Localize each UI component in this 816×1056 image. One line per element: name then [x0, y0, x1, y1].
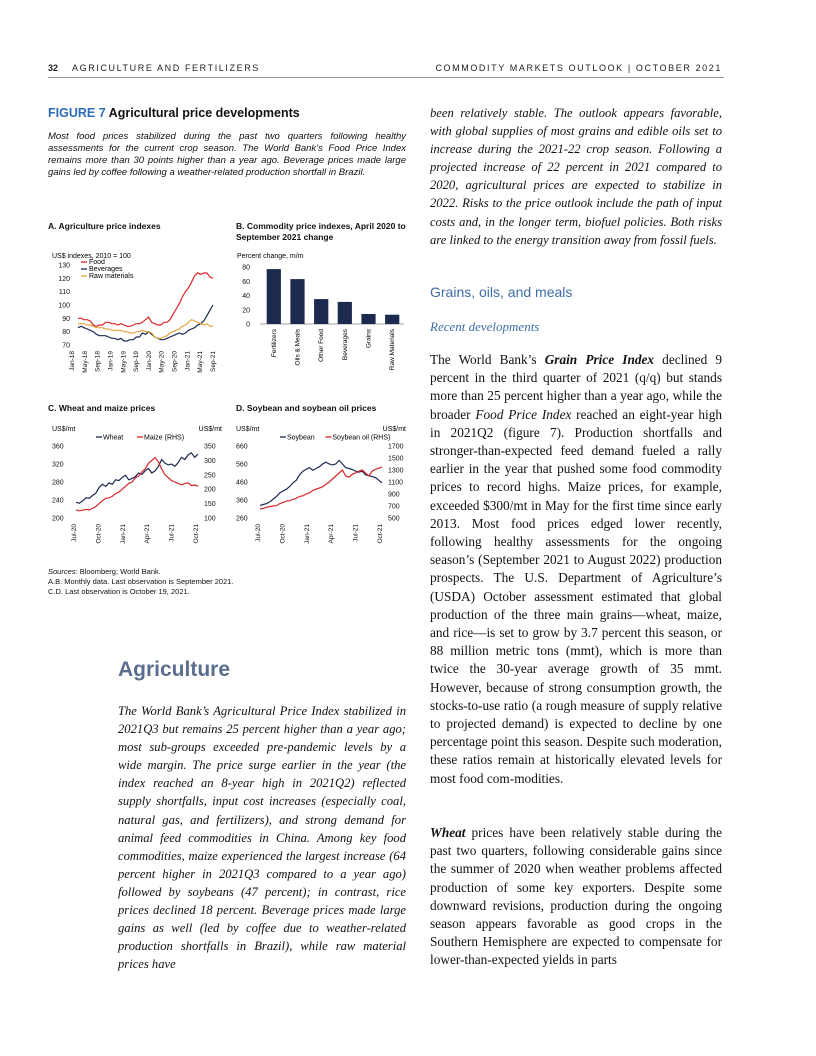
chart-d-y-tick-left: 360	[236, 497, 248, 505]
chart-b-x-tick: Other Food	[318, 329, 326, 362]
chart-b-bar	[338, 302, 352, 324]
chart-b-commodity-price-change	[232, 248, 412, 378]
chart-a-x-tick: Jan-20	[145, 351, 153, 371]
sources-label: Sources:	[48, 567, 78, 576]
chart-c-series-line	[76, 453, 198, 503]
section-heading-agriculture: Agriculture	[118, 658, 231, 681]
chart-a-x-tick: Jan-18	[69, 351, 76, 371]
running-header-right: COMMODITY MARKETS OUTLOOK | OCTOBER 2021	[435, 63, 722, 73]
chart-c-y-tick-right: 200	[204, 486, 216, 494]
chart-d-y-label-left: US$/mt	[236, 426, 260, 433]
chart-d-x-tick: Oct-21	[377, 524, 384, 544]
page-number: 32	[48, 63, 59, 73]
chart-d-y-tick-right: 500	[388, 515, 400, 523]
sources-text: Bloomberg; World Bank.	[77, 567, 161, 576]
chart-c-y-tick-left: 240	[52, 497, 64, 505]
chart-d-x-tick: Apr-21	[328, 524, 336, 544]
chart-d-y-label-right: US$/mt	[382, 426, 406, 433]
chart-c-y-tick-left: 280	[52, 479, 64, 487]
chart-c-y-tick-right: 150	[204, 501, 216, 509]
p1-mid: declined 9 percent in the third quarter of 2021 (q/q) but stands more than 25 percent higher than a year ago, while the broader	[430, 352, 723, 422]
chart-a-y-tick: 90	[62, 315, 70, 323]
chart-d-legend-label: Soybean	[287, 434, 315, 442]
chart-a-x-tick: Jan-21	[184, 351, 192, 371]
chart-d-x-tick: Jul-20	[255, 524, 262, 542]
section-name: AGRICULTURE AND FERTILIZERS	[72, 63, 260, 73]
chart-c-x-tick: Oct-20	[95, 524, 103, 544]
chart-a-y-tick: 110	[58, 289, 70, 297]
chart-a-y-tick: 120	[58, 275, 70, 283]
chart-b-bar	[267, 269, 281, 324]
chart-a-y-tick: 80	[62, 329, 70, 337]
paragraph-wheat	[430, 824, 722, 970]
chart-c-x-tick: Oct-21	[193, 524, 200, 544]
chart-b-bar	[385, 315, 399, 324]
chart-b-x-tick: Beverages	[341, 329, 349, 361]
chart-c-x-tick: Apr-21	[144, 524, 152, 544]
chart-a-x-tick: May-19	[120, 351, 128, 373]
chart-a-y-tick: 130	[58, 262, 70, 270]
note-cd: C.D. Last observation is October 19, 2021.	[48, 587, 190, 596]
chart-d-soybean-oil	[232, 424, 412, 559]
chart-b-x-tick: Fertilizers	[270, 329, 278, 358]
note-ab: A.B. Monthly data. Last observation is September 2021.	[48, 577, 234, 586]
figure-title	[48, 106, 300, 120]
figure-subtitle: Most food prices stabilized during the past two quarters following healthy assessments for the current crop season. The World Bank’s Food Price Index remains more than 30 points higher than a year ago. Beverage prices made large gains led by coffee following a weather-related production shortfall in Brazil.	[48, 131, 406, 178]
paragraph-grain-price-index	[430, 351, 722, 788]
p1-start: The World Bank’s	[430, 352, 545, 367]
chart-a-y-label: US$ indexes, 2010 = 100	[52, 253, 131, 260]
chart-a-series-line	[78, 273, 213, 326]
chart-a-series-line	[78, 305, 213, 341]
chart-d-legend-label: Soybean oil (RHS)	[332, 434, 391, 442]
chart-b-y-tick: 80	[242, 264, 250, 272]
chart-c-y-tick-left: 320	[52, 461, 64, 469]
chart-d-y-tick-right: 1500	[388, 455, 404, 463]
p1-italic: Food Price Index	[475, 406, 572, 422]
chart-c-y-tick-right: 100	[204, 515, 216, 523]
chart-c-y-tick-right: 350	[204, 443, 216, 451]
chart-c-y-tick-left: 360	[52, 443, 64, 451]
agriculture-lead-paragraph: The World Bank’s Agricultural Price Index stabilized in 2021Q3 but remains 25 percent higher than a year ago; most sub-groups exceeded pre-pandemic levels by a wide margin. The price surge earlier in the year (the index reached an 8-year high in 2021Q2) reflected supply shortfalls, input cost increases (especially coal, natural gas, and fertilizers), and strong demand for animal feed commodities in China. Among key food commodities, maize experienced the largest increase (64 percent higher in 2021Q3 compared to a year ago) followed by soybeans (47 percent); in contrast, rice prices declined 18 percent. Beverage prices made large gains as well (led by coffee due to weather-related production shortfalls in Brazil), while raw material prices have	[118, 704, 406, 972]
chart-d-y-tick-left: 660	[236, 443, 248, 451]
chart-a-x-tick: May-20	[158, 351, 166, 373]
chart-a-x-tick: May-18	[81, 351, 89, 373]
chart-c-y-label-left: US$/mt	[52, 426, 76, 433]
figure-label: FIGURE 7	[48, 106, 106, 120]
chart-a-legend-label: Food	[89, 259, 105, 266]
chart-d-y-tick-right: 900	[388, 491, 400, 499]
chart-d-y-tick-left: 560	[236, 461, 248, 469]
chart-c-legend-label: Wheat	[103, 434, 124, 442]
chart-c-x-tick: Jul-20	[71, 524, 78, 542]
chart-b-x-tick: Grains	[365, 329, 373, 349]
chart-a-x-tick: Sep-20	[171, 351, 179, 372]
chart-a-legend-label: Beverages	[89, 266, 123, 273]
chart-d-y-tick-left: 460	[236, 479, 248, 487]
chart-c-x-tick: Jul-21	[168, 524, 176, 542]
chart-d-x-tick: Jul-21	[352, 524, 360, 542]
chart-a-y-tick: 100	[58, 302, 70, 310]
p2-bold: Wheat	[430, 825, 466, 840]
figure-sources	[48, 567, 234, 597]
chart-d-y-tick-right: 1300	[388, 467, 404, 475]
chart-d-y-tick-right: 1100	[388, 479, 404, 487]
chart-b-x-tick: Oils & Meals	[294, 329, 302, 366]
chart-b-y-tick: 20	[242, 307, 250, 315]
chart-b-y-tick: 40	[242, 293, 250, 300]
chart-a-legend-label: Raw materials	[89, 273, 134, 280]
chart-a-x-tick: Sep-21	[210, 351, 217, 372]
panel-c-title: C. Wheat and maize prices	[48, 403, 156, 413]
figure-title-text: Agricultural price developments	[108, 106, 300, 120]
subheading-grains: Grains, oils, and meals	[430, 284, 573, 300]
p1-bold: Grain Price Index	[544, 352, 655, 367]
chart-c-y-tick-left: 200	[52, 515, 64, 523]
chart-c-y-label-right: US$/mt	[198, 426, 222, 433]
chart-a-x-tick: Sep-19	[133, 351, 141, 372]
chart-c-wheat-maize	[48, 424, 228, 559]
chart-b-bar	[314, 299, 328, 324]
chart-a-x-tick: May-21	[197, 351, 205, 373]
chart-b-y-tick: 60	[242, 278, 250, 286]
chart-a-agriculture-price-indexes	[48, 248, 228, 378]
chart-b-x-tick: Raw Materials	[389, 329, 397, 371]
chart-c-series-line	[76, 458, 198, 511]
p2-rest: prices have been relatively stable during the past two quarters, following considerable gains since the summer of 2020 when weather problems affected production of some key exporters. Despite some downward revisions, production during the ongoing season appears favorable as good crops in the Southern Hemisphere are expected to compensate for lower-than-expected yields in parts	[430, 825, 722, 968]
header-rule	[48, 77, 724, 78]
chart-a-y-tick: 70	[62, 342, 70, 350]
chart-c-y-tick-right: 250	[204, 472, 216, 480]
chart-c-legend-label: Maize (RHS)	[144, 434, 185, 442]
chart-b-bar	[361, 314, 375, 324]
chart-a-x-tick: Jan-19	[107, 351, 115, 371]
chart-c-y-tick-right: 300	[204, 457, 216, 465]
intro-continuation: been relatively stable. The outlook appears favorable, with global supplies of most grains and edible oils set to increase during the 2021-22 crop season. Following a projected increase of 22 percent in 2021 compared to 2020, agricultural prices are expected to stabilize in 2022. Risks to the price outlook include the path of input costs and, in the longer term, biofuel policies. Both risks are linked to the energy transition away from fossil fuels.	[430, 106, 722, 247]
chart-a-x-tick: Sep-18	[94, 351, 102, 372]
chart-b-bar	[290, 279, 304, 324]
chart-b-y-tick: 0	[246, 321, 250, 329]
panel-a-title: A. Agriculture price indexes	[48, 221, 161, 231]
panel-b-title: B. Commodity price indexes, April 2020 to September 2021 change	[236, 221, 406, 242]
chart-d-x-tick: Oct-20	[279, 524, 287, 544]
chart-b-y-label: Percent change, m/m	[237, 253, 304, 260]
subheading-recent-developments: Recent developments	[430, 319, 540, 334]
chart-d-y-tick-right: 700	[388, 503, 400, 511]
chart-d-y-tick-right: 1700	[388, 443, 404, 451]
running-header-left	[48, 63, 260, 73]
panel-d-title: D. Soybean and soybean oil prices	[236, 403, 377, 413]
chart-d-series-line	[260, 460, 382, 505]
chart-c-x-tick: Jan-21	[119, 524, 127, 544]
chart-d-y-tick-left: 260	[236, 515, 248, 523]
p1-end: reached an eight-year high in 2021Q2 (figure 7). Production shortfalls and stronger-than-expected feed demand fueled a rally earlier in the year that pushed some food commodity prices to record highs. Maize prices, for example, exceeded $300/mt in May for the first time since early 2013. Most food prices edged lower recently, following healthy assessments for the ongoing season’s (September 2021 to August 2022) production prospects. The U.S. Department of Agriculture’s (USDA) October assessment estimated that global production of the three main grains—wheat, maize, and rice—is set to grow by 3.7 percent this season, or 88 million metric tons (mmt), which is more than twice the 30-year average growth of 35 mmt. However, because of strong consumption growth, the stocks-to-use ratio (a rough measure of supply relative to projected demand) is expected to decline by one percentage point this season. Despite such moderation, these ratios remain at historically elevated levels for most food com-modities.	[430, 406, 722, 786]
chart-d-x-tick: Jan-21	[303, 524, 311, 544]
